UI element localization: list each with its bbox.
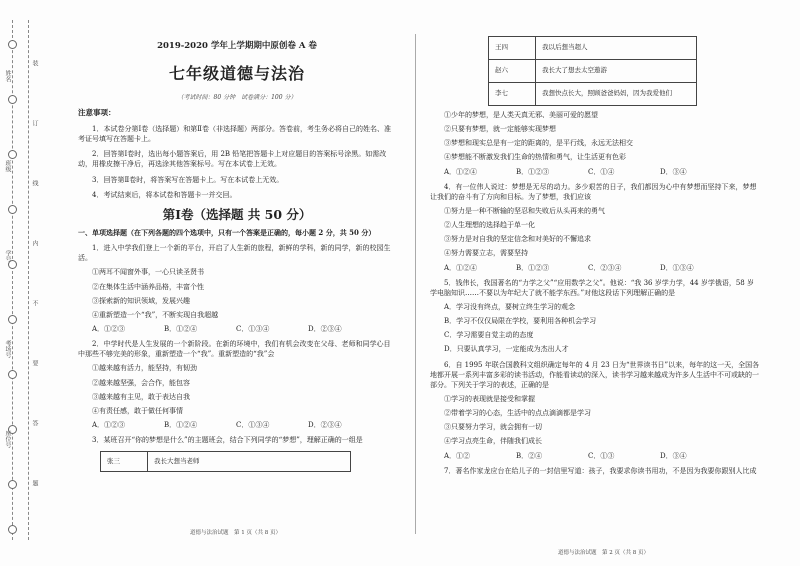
answer-choices <box>430 451 760 461</box>
question-stem: 3．某班召开“你的梦想是什么”的主题班会，结合下列同学的“梦想”，理解正确的一组是 <box>92 436 363 445</box>
student-field-label: 考场号 <box>4 340 11 358</box>
question-option: ①越来越有活力，能坚持，有韧劲 <box>92 364 197 373</box>
question-stem: 2．中学时代是人生发展的一个新阶段。在新的环境中，我们有机会改变在父母、老师和同学心目中那些不够完美的形象，重新塑造一个“我”。重新塑造的“我”会 <box>78 340 391 359</box>
table-cell-dream: 我以后想当超人 <box>536 37 697 60</box>
question-option: ③探索新的知识领域，发展兴趣 <box>92 296 190 305</box>
binding-line <box>28 20 30 540</box>
binding-hole-icon <box>8 370 17 379</box>
table-cell-name: 李七 <box>489 83 536 106</box>
notice-title: 注意事项： <box>78 108 116 118</box>
notice-item: 2．回答第Ⅰ卷时，选出每小题答案后，用 2B 铅笔把答题卡上对应题目的答案标号涂黑。如需改动，用橡皮擦干净后，再选涂其他答案标号。写在本试卷上无效。 <box>78 150 387 169</box>
question-stem: 1．进入中学我们登上一个新的平台，开启了人生新的旅程，新鲜的学科，新的同学，新的校园生活。 <box>78 244 391 263</box>
student-field-label: 班级 <box>4 160 11 172</box>
question-option: C．学习需要自觉主动的态度 <box>444 331 534 340</box>
answer-choices <box>430 167 760 177</box>
answer-choices <box>430 263 760 273</box>
binding-hole-icon <box>8 95 17 104</box>
answer-choice: B．①②③ <box>516 263 550 272</box>
question-option: ③只要努力学习，就会拥有一切 <box>444 423 542 432</box>
answer-choices <box>78 420 396 430</box>
answer-choice: C．②③④ <box>588 263 622 272</box>
question-option: ②在集体生活中涵养品格，丰富个性 <box>92 282 204 291</box>
answer-choice: A．①②④ <box>444 263 478 272</box>
binding-hole-icon <box>8 205 17 214</box>
binding-label: 答 <box>31 420 38 426</box>
binding-label: 线 <box>31 180 38 186</box>
question-option: ④重新塑造一个“我”，不断实现自我超越 <box>92 310 219 319</box>
dream-table-continued <box>488 36 697 106</box>
binding-label: 题 <box>31 480 38 486</box>
page-footer-right: 道德与法治试题 第 2 页（共 8 页） <box>558 550 649 556</box>
answer-choice: A．①② <box>444 451 471 460</box>
volume-title: 第Ⅰ卷（选择题 共 50 分） <box>162 206 312 222</box>
question-option: ③梦想和现实总是有一定的距离的，是平行线，永远无法相交 <box>444 139 633 148</box>
table-cell-name: 张三 <box>101 452 148 472</box>
question-option: A．学习没有终点，要树立终生学习的观念 <box>444 302 576 311</box>
binding-label: 订 <box>31 120 38 126</box>
answer-choice: A．①②④ <box>444 167 478 176</box>
binding-hole-icon <box>8 315 17 324</box>
table-cell-dream: 我长大想当老师 <box>148 452 351 472</box>
student-field-label: 姓名 <box>4 70 11 82</box>
question-stem: 5．钱伟长，我国著名的“力学之父”“应用数学之父”。他说：“我 36 岁学力学，44 岁学俄语，58 岁学电脑知识……不要以为年纪大了就不能学东西。”对他这段话下列理解正确的是 <box>430 278 754 297</box>
binding-hole-icon <box>8 480 17 489</box>
right-column <box>430 0 760 566</box>
dream-table <box>100 451 351 472</box>
question-option: ③越来越有主见，敢于表达自我 <box>92 392 190 401</box>
section-title: 一、单项选择题（在下列各题的四个选项中，只有一个答案是正确的，每小题 2 分，共 50 分） <box>78 228 376 238</box>
page-footer-left: 道德与法治试题 第 1 页（共 8 页） <box>190 530 281 536</box>
question-option: ④有责任感，敢于做任何事情 <box>92 406 183 415</box>
table-cell-dream: 我长大了想去太空遨游 <box>536 60 697 83</box>
binding-label: 不 <box>31 300 38 306</box>
notice-item: 1．本试卷分第Ⅰ卷（选择题）和第Ⅱ卷（非选择题）两部分。答卷前，考生务必将自己的姓名、准考证号填写在答题卡上。 <box>78 125 391 144</box>
student-field-label: 学号 <box>4 250 11 262</box>
table-cell-name: 王四 <box>489 37 536 60</box>
binding-label: 内 <box>31 240 38 246</box>
answer-choice: D．②③④ <box>308 325 342 334</box>
binding-hole-icon <box>8 525 17 534</box>
question-option: ①少年的梦想，是人类天真无邪、美丽可爱的愿望 <box>444 111 598 119</box>
answer-choice: B．②④ <box>516 451 543 460</box>
question-option: ④努力需要立志，需要坚持 <box>444 249 528 258</box>
table-row <box>489 83 697 106</box>
binding-label: 装 <box>31 60 38 66</box>
notice-item: 4．考试结束后，将本试卷和答题卡一并交回。 <box>92 190 237 199</box>
question-option: ③努力是对自我的坚定信念和对美好的不懈追求 <box>444 235 591 244</box>
question-option: ②越来越坚强，会合作，能包容 <box>92 378 190 387</box>
answer-choice: D．②③④ <box>308 421 342 429</box>
question-option: ①努力是一种不断输的坚忍和失败后从头再来的勇气 <box>444 206 605 215</box>
table-cell-dream: 我想快点长大，照顾爸爸妈妈，因为我爱他们 <box>536 83 697 106</box>
question-option: D．只要认真学习，一定能成为杰出人才 <box>444 345 569 354</box>
binding-strip <box>0 0 40 566</box>
answer-choice: D．①③④ <box>660 263 694 272</box>
question-option: ②人生理想的选择趋于单一化 <box>444 221 535 230</box>
answer-choices <box>78 324 396 334</box>
question-stem: 7．著名作家龙应台在给儿子的一封信里写道：孩子，我要求你读书用功，不是因为我要你跟别人比成 <box>444 466 757 475</box>
table-row <box>489 37 697 60</box>
student-field-label: 座位号 <box>4 430 11 448</box>
answer-choice: C．①④ <box>588 167 615 176</box>
question-option: ②带着学习的心态，生活中的点点滴滴都是学习 <box>444 409 591 418</box>
binding-hole-icon <box>8 40 17 49</box>
binding-label: 要 <box>31 360 38 366</box>
table-row <box>101 452 351 472</box>
answer-choice: C．①③④ <box>236 325 270 334</box>
answer-choice: C．①③ <box>588 451 615 460</box>
answer-choice: A．①②③ <box>92 325 126 334</box>
left-column <box>78 0 396 566</box>
answer-choice: B．①②④ <box>164 325 198 334</box>
table-cell-name: 赵六 <box>489 60 536 83</box>
answer-choice: A．①②③ <box>92 421 126 429</box>
notice-item: 3．回答第Ⅱ卷时，将答案写在答题卡上。写在本试卷上无效。 <box>92 175 284 184</box>
question-stem: 6．自 1995 年联合国教科文组织确定每年的 4 月 23 日为“世界读书日”以来，每年的这一天，全国各地都开展一系列丰富多彩的读书活动，作能看读动的深入，读书学习越来越成为许多人生活中不可或缺的一部分。下列关于学习的表述，正确的是 <box>430 360 760 389</box>
answer-choice: D．③④ <box>660 167 687 176</box>
answer-choice: B．①②③ <box>516 167 550 176</box>
answer-choice: D．③④ <box>660 451 687 460</box>
question-stem: 4．有一位伟人说过：梦想是无尽的动力。多少艰苦的日子，我们都因为心中有梦想而坚持下来，梦想让我们的奋斗有了方向和目标。为了梦想，我们应该 <box>430 182 757 201</box>
subject-title: 七年级道德与法治 <box>168 64 305 84</box>
question-option: ④梦想能不断激发我们生命的热情和勇气，让生活更有色彩 <box>444 153 626 162</box>
answer-choice: B．①②④ <box>164 421 198 429</box>
question-option: B．学习不仅仅局限在学校，要利用各种机会学习 <box>444 317 597 326</box>
exam-header: 2019-2020 学年上学期期中原创卷 A 卷 <box>157 41 317 51</box>
table-row <box>489 60 697 83</box>
answer-choice: C．①③④ <box>236 421 270 429</box>
column-divider <box>415 34 416 534</box>
binding-hole-icon <box>8 150 17 159</box>
question-option: ②只要有梦想，就一定能够实现梦想 <box>444 125 556 134</box>
exam-meta: （考试时间：80 分钟 试卷满分：100 分） <box>177 93 297 101</box>
question-option: ④学习点亮生命，伴随我们成长 <box>444 437 542 446</box>
question-option: ①两耳不闻窗外事，一心只读圣贤书 <box>92 268 204 277</box>
question-option: ①学习的表现就是接受和掌握 <box>444 394 535 403</box>
